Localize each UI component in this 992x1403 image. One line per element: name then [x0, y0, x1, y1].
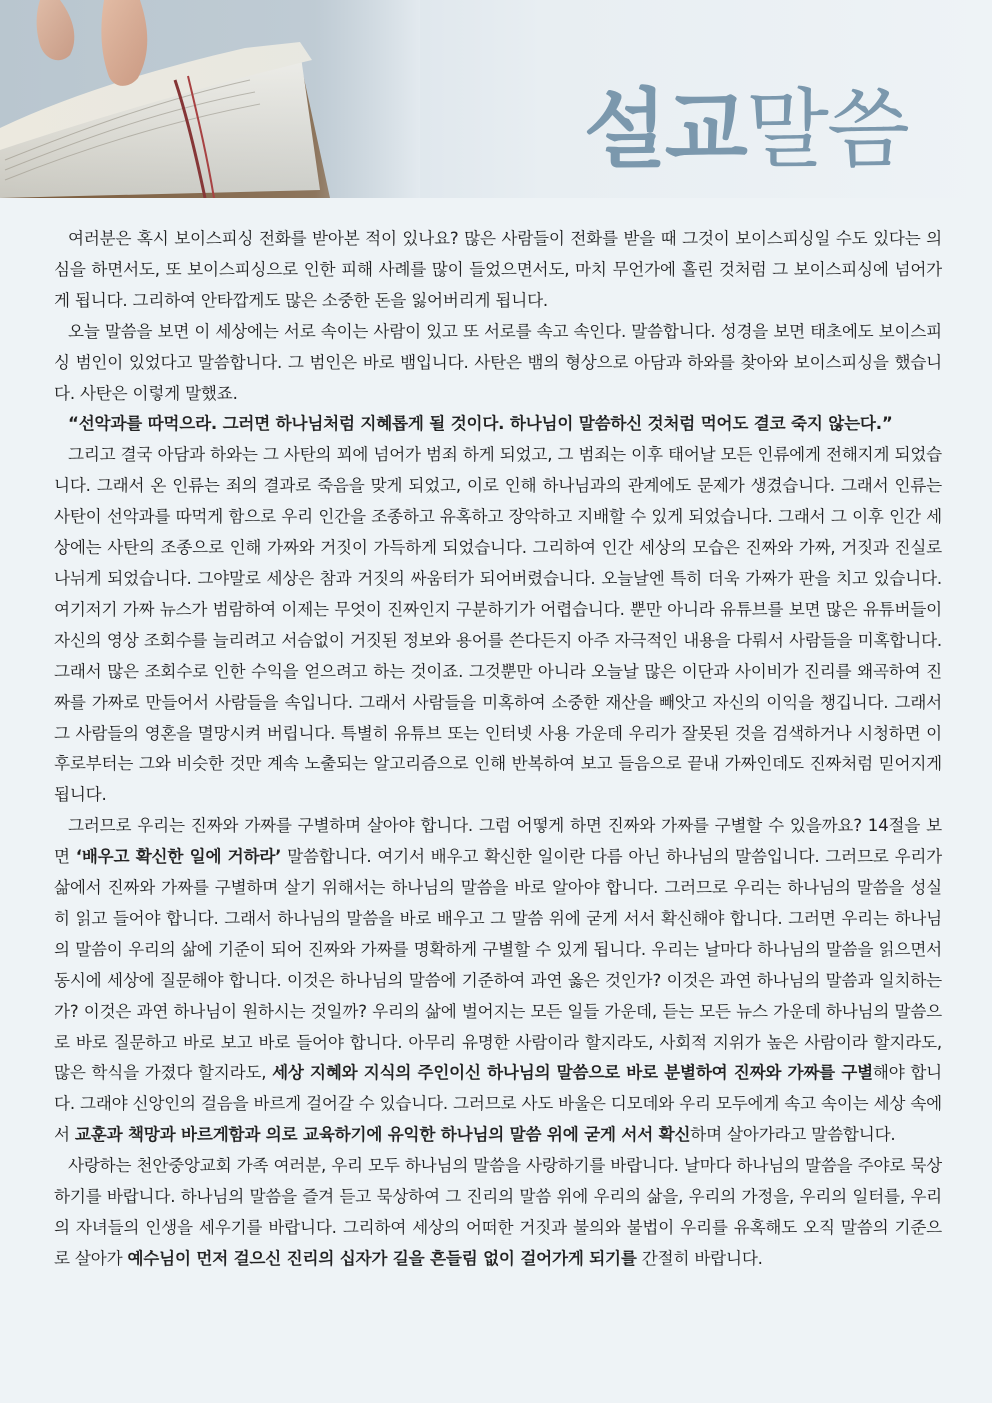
sermon-paragraph-3: 그리고 결국 아담과 하와는 그 사탄의 꾀에 넘어가 범죄 하게 되었고, 그 범죄는 이후 태어날 모든 인류에게 전해지게 되었습니다. 그래서 온 인류는 죄의 결과로 죽음을 맞게 되었고, 이로 인해 하나님과의 관계에도 문제가 생겼습니다. 그래서 인류는 사탄이 선악과를 따먹게 함으로 우리 인간을 조종하고 유혹하고 장악하고 지배할 수 있게 되었습니다. 그래서 그 이후 인간 세상에는 사탄의 조종으로 인해 가짜와 거짓이 가득하게 되었습니다. 그리하여 인간 세상의 모습은 진짜와 가짜, 거짓과 진실로 나뉘게 되었습니다. 그야말로 세상은 참과 거짓의 싸움터가 되어버렸습니다. 오늘날엔 특히 더욱 가짜가 판을 치고 있습니다. 여기저기 가짜 뉴스가 범람하여 이제는 무엇이 진짜인지 구분하기가 어렵습니다. 뿐만 아니라 유튜브를 보면 많은 유튜버들이 자신의 영상 조회수를 늘리려고 서슴없이 거짓된 정보와 용어를 쓴다든지 아주 자극적인 내용을 다뤄서 사람들을 미혹합니다. 그래서 많은 조회수로 인한 수익을 얻으려고 하는 것이죠. 그것뿐만 아니라 오늘날 많은 이단과 사이비가 진리를 왜곡하여 진짜를 가짜로 만들어서 사람들을 속입니다. 그래서 사람들을 미혹하여 소중한 재산을 빼앗고 자신의 이익을 챙깁니다. 그래서 그 사람들의 영혼을 멸망시켜 버립니다. 특별히 유튜브 또는 인터넷 사용 가운데 우리가 잘못된 것을 검색하거나 시청하면 이후로부터는 그와 비슷한 것만 계속 노출되는 알고리즘으로 인해 반복하여 보고 들음으로 끝내 가짜인데도 진짜처럼 믿어지게 됩니다. — [54, 445, 942, 805]
p4-bold-verse: ‘배우고 확신한 일에 거하라’ — [75, 847, 282, 867]
sermon-paragraph-1: 여러분은 혹시 보이스피싱 전화를 받아본 적이 있나요? 많은 사람들이 전화를 받을 때 그것이 보이스피싱일 수도 있다는 의심을 하면서도, 또 보이스피싱으로 인한 피해 사례를 많이 들었으면서도, 마치 무언가에 홀린 것처럼 그 보이스피싱에 넘어가게 됩니다. 그리하여 안타깝게도 많은 소중한 돈을 잃어버리게 됩니다. — [54, 229, 942, 310]
p4-bold-discern: 세상 지혜와 지식의 주인이신 하나님의 말씀으로 바로 분별하여 진짜와 가짜를 구별 — [272, 1063, 873, 1083]
sermon-paragraph-2: 오늘 말씀을 보면 이 세상에는 서로 속이는 사람이 있고 또 서로를 속고 속인다. 말씀합니다. 성경을 보면 태초에도 보이스피싱 범인이 있었다고 말씀합니다. 그 범인은 바로 뱀입니다. 사탄은 뱀의 형상으로 아담과 하와를 찾아와 보이스피싱을 했습니다. 사탄은 이렇게 말했죠. — [54, 321, 942, 403]
sermon-body — [54, 224, 942, 1275]
p4-text-a: 그러므로 우리는 진짜와 가짜를 구별하며 살아야 합니다. 그럼 어떻게 하면 진짜와 가짜를 구별할 수 있을까요? 14절을 보면 — [54, 816, 942, 867]
p5-bold-cross: 예수님이 먼저 걸으신 진리의 십자가 길을 흔들림 없이 걸어가게 되기를 — [127, 1248, 637, 1268]
title-light: 말씀 — [745, 80, 908, 180]
header-banner — [0, 0, 992, 198]
p4-text-c: 말씀합니다. 여기서 배우고 확신한 일이란 다름 아닌 하나님의 말씀입니다. 그러므로 우리가 삶에서 진짜와 가짜를 구별하며 살기 위해서는 하나님의 말씀을 바로 알아야 합니다. 그러므로 우리는 하나님의 말씀을 성실히 읽고 들어야 합니다. 그래서 하나님의 말씀을 바로 배우고 그 말씀 위에 굳게 서서 확신해야 합니다. 그러면 우리는 하나님의 말씀이 우리의 삶에 기준이 되어 진짜와 가짜를 명확하게 구별할 수 있게 됩니다. 우리는 날마다 하나님의 말씀을 읽으면서 동시에 세상에 질문해야 합니다. 이것은 하나님의 말씀에 기준하여 과연 옳은 것인가? 이것은 과연 하나님의 말씀과 일치하는가? 이것은 과연 하나님이 원하시는 것일까? 우리의 삶에 벌어지는 모든 일들 가운데, 듣는 모든 뉴스 가운데 하나님의 말씀으로 바로 질문하고 바로 보고 바로 들어야 합니다. 아무리 유명한 사람이라 할지라도, 사회적 지위가 높은 사람이라 할지라도, 많은 학식을 가졌다 할지라도, — [54, 847, 942, 1083]
serpent-quote: “선악과를 따먹으라. 그러면 하나님처럼 지혜롭게 될 것이다. 하나님이 말씀하신 것처럼 먹어도 결코 죽지 않는다.” — [68, 414, 893, 434]
sermon-paragraph-4 — [54, 811, 942, 1151]
title-bold: 설교 — [583, 80, 746, 180]
open-bible-image — [0, 0, 420, 198]
sermon-paragraph-5 — [54, 1151, 942, 1275]
p5-text-c: 간절히 바랍니다. — [636, 1248, 763, 1268]
p4-text-e: 해야 합니다. 그래야 신앙인의 걸음을 바르게 걸어갈 수 있습니다. 그러므로 사도 바울은 디모데와 우리 모두에게 속고 속이는 세상 속에서 — [54, 1063, 942, 1145]
p5-text-a: 사랑하는 천안중앙교회 가족 여러분, 우리 모두 하나님의 말씀을 사랑하기를 바랍니다. 날마다 하나님의 말씀을 주야로 묵상하기를 바랍니다. 하나님의 말씀을 즐겨 듣고 묵상하여 그 진리의 말씀 위에 우리의 삶을, 우리의 가정을, 우리의 일터를, 우리의 자녀들의 인생을 세우기를 바랍니다. 그리하여 세상의 어떠한 거짓과 불의와 불법이 우리를 유혹해도 오직 말씀의 기준으로 살아가 — [54, 1156, 942, 1268]
p4-bold-confident: 교훈과 책망과 바르게함과 의로 교육하기에 유익한 하나님의 말씀 위에 굳게 서서 확신 — [74, 1125, 691, 1145]
page-title — [584, 82, 908, 178]
p4-text-g: 하며 살아가라고 말씀합니다. — [690, 1125, 896, 1145]
